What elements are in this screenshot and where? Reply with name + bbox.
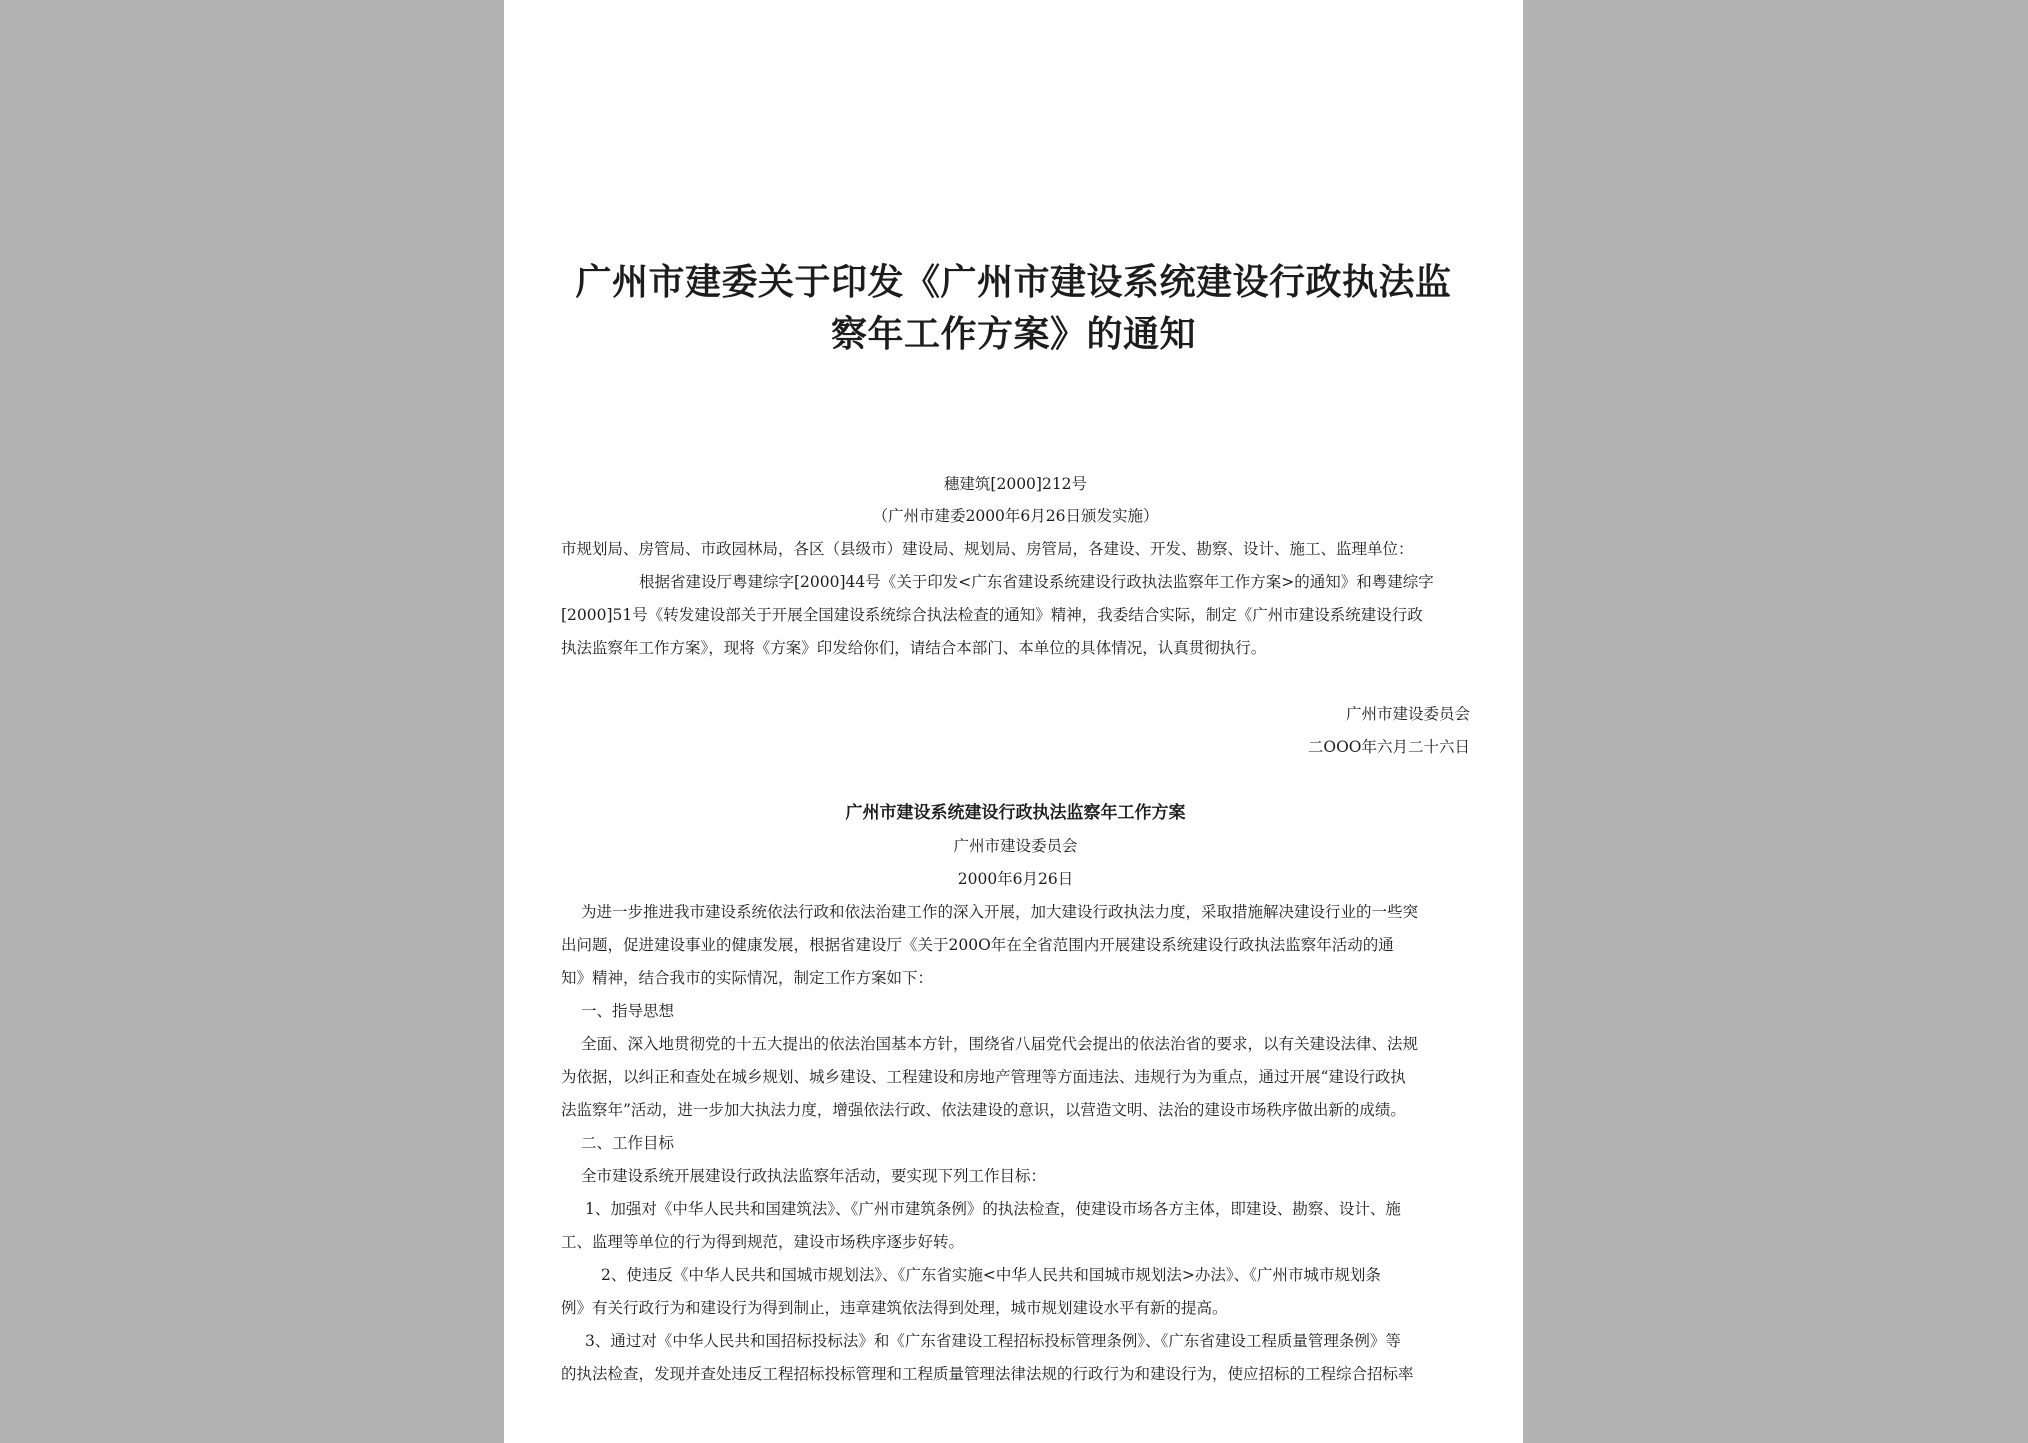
plan-line: 工、监理等单位的行为得到规范，建设市场秩序逐步好转。: [561, 1233, 965, 1251]
plan-line: 3、通过对《中华人民共和国招标投标法》和《广东省建设工程招标投标管理条例》、《广东省建设工程质量管理条例》等: [585, 1332, 1401, 1350]
plan-line: 2、使违反《中华人民共和国城市规划法》、《广东省实施<中华人民共和国城市规划法>办法》、《广州市城市规划条: [601, 1266, 1381, 1284]
title-line-1: 广州市建委关于印发《广州市建设系统建设行政执法监: [575, 261, 1452, 303]
plan-line: 为依据，以纠正和查处在城乡规划、城乡建设、工程建设和房地产管理等方面违法、违规行为为重点，通过开展“建设行政执: [561, 1068, 1406, 1086]
plan-org: 广州市建设委员会: [953, 837, 1078, 855]
plan-line: 例》有关行政行为和建设行为得到制止，违章建筑依法得到处理，城市规划建设水平有新的提高。: [561, 1299, 1228, 1317]
signature-date: 二OOO年六月二十六日: [1307, 738, 1470, 756]
document-number: 穗建筑[2000]212号: [943, 475, 1088, 493]
plan-line: 知》精神，结合我市的实际情况，制定工作方案如下：: [561, 969, 934, 987]
plan-title: 广州市建设系统建设行政执法监察年工作方案: [845, 803, 1186, 823]
document-page: [504, 0, 1523, 1443]
plan-line: 全面、深入地贯彻党的十五大提出的依法治国基本方针，围绕省八届党代会提出的依法治省的要求，以有关建设法律、法规: [581, 1035, 1419, 1053]
issue-note: （广州市建委2000年6月26日颁发实施）: [872, 507, 1159, 525]
plan-line: 为进一步推进我市建设系统依法行政和依法治建工作的深入开展，加大建设行政执法力度，采取措施解决建设行业的一些突: [581, 903, 1419, 921]
plan-line: 出问题，促进建设事业的健康发展，根据省建设厅《关于200O年在全省范围内开展建设系统建设行政执法监察年活动的通: [561, 936, 1394, 954]
section-heading: 二、工作目标: [581, 1134, 675, 1152]
body-line: [2000]51号《转发建设部关于开展全国建设系统综合执法检查的通知》精神，我委结合实际，制定《广州市建设系统建设行政: [561, 606, 1423, 624]
plan-line: 的执法检查，发现并查处违反工程招标投标管理和工程质量管理法律法规的行政行为和建设行为，使应招标的工程综合招标率: [561, 1365, 1414, 1383]
plan-line: 全市建设系统开展建设行政执法监察年活动，要实现下列工作目标：: [581, 1167, 1047, 1185]
body-line: 根据省建设厅粤建综字[2000]44号《关于印发<广东省建设系统建设行政执法监察年工作方案>的通知》和粤建综字: [639, 573, 1434, 591]
plan-line: 1、加强对《中华人民共和国建筑法》、《广州市建筑条例》的执法检查，使建设市场各方主体，即建设、勘察、设计、施: [585, 1200, 1401, 1218]
document-title: [544, 256, 1483, 360]
plan-date: 2000年6月26日: [957, 870, 1074, 888]
title-line-2: 察年工作方案》的通知: [830, 313, 1196, 355]
plan-line: 法监察年”活动，进一步加大执法力度，增强依法行政、依法建设的意识，以营造文明、法治的建设市场秩序做出新的成绩。: [561, 1101, 1406, 1119]
signature-org: 广州市建设委员会: [1345, 705, 1470, 723]
body-line: 执法监察年工作方案》，现将《方案》印发给你们，请结合本部门、本单位的具体情况，认真贯彻执行。: [561, 639, 1267, 657]
section-heading: 一、指导思想: [581, 1002, 675, 1020]
recipients-line: 市规划局、房管局、市政园林局，各区（县级市）建设局、规划局、房管局，各建设、开发、勘察、设计、施工、监理单位：: [561, 540, 1414, 558]
